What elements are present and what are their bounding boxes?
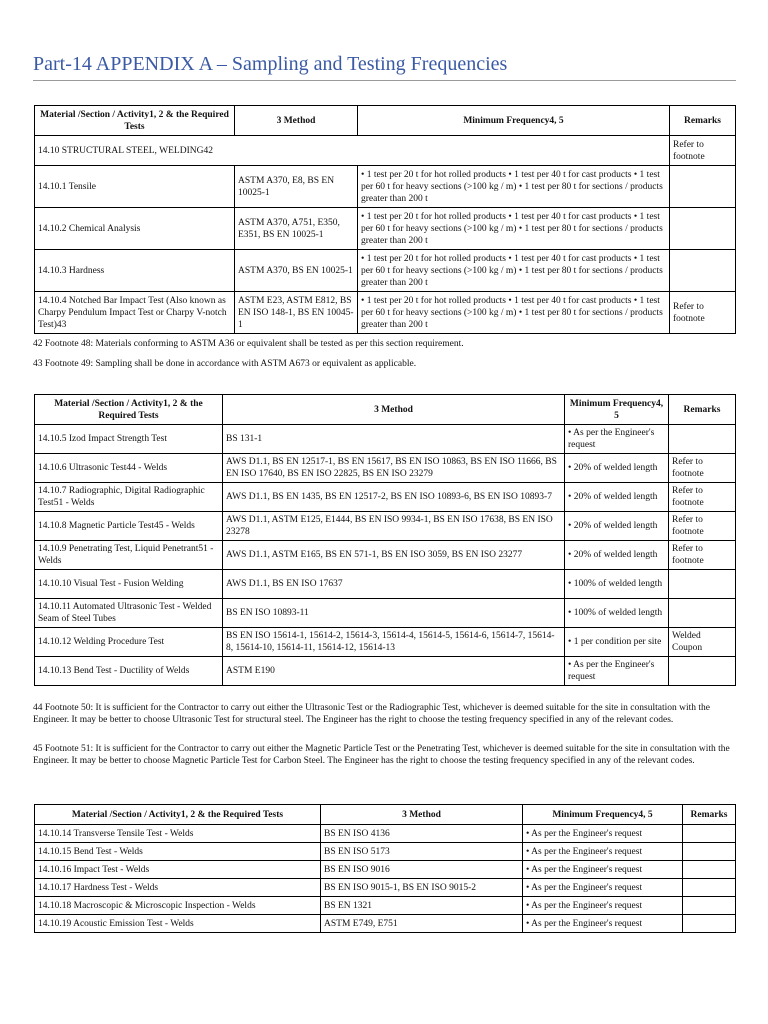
- cell-activity: 14.10.13 Bend Test - Ductility of Welds: [35, 657, 223, 686]
- table-row: [35, 599, 736, 628]
- cell-activity: 14.10.4 Notched Bar Impact Test (Also known as Charpy Pendulum Impact Test or Charpy V-notch Test)43: [35, 292, 235, 334]
- cell-frequency: • 20% of welded length: [565, 454, 669, 483]
- cell-remarks: [669, 657, 736, 686]
- cell-activity: 14.10.14 Transverse Tensile Test - Welds: [35, 825, 321, 843]
- cell-activity: 14.10.19 Acoustic Emission Test - Welds: [35, 915, 321, 933]
- cell-activity: 14.10.9 Penetrating Test, Liquid Penetrant51 - Welds: [35, 541, 223, 570]
- table-row: [35, 512, 736, 541]
- footnote-44: 44 Footnote 50: It is sufficient for the Contractor to carry out either the Ultrasonic Test or the Radiographic Test, whichever is deemed suitable for the site in consultation with the Engineer. It may be better to choose Ultrasonic Test for structural steel. The Engineer has the right to choose the testing frequency specified in any of the relevant codes.: [33, 703, 710, 725]
- cell-method: ASTM E23, ASTM E812, BS EN ISO 148-1, BS EN 10045-1: [235, 292, 358, 334]
- table-header-row: [35, 805, 736, 825]
- table-row: [35, 454, 736, 483]
- table-header-row: [35, 395, 736, 425]
- table-weld-testing: [34, 394, 736, 686]
- cell-remarks: Refer to footnote: [669, 454, 736, 483]
- cell-frequency: • 100% of welded length: [565, 599, 669, 628]
- table-row: [35, 657, 736, 686]
- header-frequency: Minimum Frequency4, 5: [565, 395, 669, 425]
- table-row: [35, 292, 736, 334]
- cell-frequency: • 1 test per 20 t for hot rolled products • 1 test per 40 t for cast products • 1 test per 60 t for heavy sections (>100 kg / m) • 1 test per 80 t for sections / products greater than 200 t: [358, 292, 670, 334]
- cell-remarks: [683, 825, 736, 843]
- cell-remarks: [669, 570, 736, 599]
- cell-frequency: • 20% of welded length: [565, 512, 669, 541]
- table-header-row: [35, 106, 736, 136]
- cell-method: AWS D1.1, BS EN 1435, BS EN 12517-2, BS EN ISO 10893-6, BS EN ISO 10893-7: [223, 483, 565, 512]
- cell-method: BS EN ISO 5173: [321, 843, 523, 861]
- cell-frequency: • 20% of welded length: [565, 541, 669, 570]
- cell-method: AWS D1.1, BS EN ISO 17637: [223, 570, 565, 599]
- cell-activity: 14.10.16 Impact Test - Welds: [35, 861, 321, 879]
- cell-activity: 14.10.2 Chemical Analysis: [35, 208, 235, 250]
- cell-method: BS EN ISO 4136: [321, 825, 523, 843]
- cell-remarks: [670, 250, 736, 292]
- cell-frequency: • As per the Engineer's request: [523, 897, 683, 915]
- cell-remarks: Welded Coupon: [669, 628, 736, 657]
- cell-activity: 14.10.18 Macroscopic & Microscopic Inspection - Welds: [35, 897, 321, 915]
- cell-remarks: Refer to footnote: [669, 483, 736, 512]
- title-divider: [33, 80, 736, 81]
- cell-frequency: • 1 test per 20 t for hot rolled products • 1 test per 40 t for cast products • 1 test per 60 t for heavy sections (>100 kg / m) • 1 test per 80 t for sections / products greater than 200 t: [358, 166, 670, 208]
- section-remarks: Refer to footnote: [670, 136, 736, 166]
- header-method: 3 Method: [235, 106, 358, 136]
- cell-activity: 14.10.5 Izod Impact Strength Test: [35, 425, 223, 454]
- cell-frequency: • 20% of welded length: [565, 483, 669, 512]
- header-remarks: Remarks: [683, 805, 736, 825]
- cell-activity: 14.10.3 Hardness: [35, 250, 235, 292]
- header-remarks: Remarks: [669, 395, 736, 425]
- cell-activity: 14.10.12 Welding Procedure Test: [35, 628, 223, 657]
- cell-remarks: [683, 879, 736, 897]
- section-row: [35, 136, 736, 166]
- table-row: [35, 915, 736, 933]
- cell-method: BS EN 1321: [321, 897, 523, 915]
- cell-activity: 14.10.15 Bend Test - Welds: [35, 843, 321, 861]
- cell-frequency: • As per the Engineer's request: [523, 915, 683, 933]
- header-frequency: Minimum Frequency4, 5: [358, 106, 670, 136]
- cell-remarks: [683, 915, 736, 933]
- cell-activity: 14.10.10 Visual Test - Fusion Welding: [35, 570, 223, 599]
- cell-frequency: • As per the Engineer's request: [523, 861, 683, 879]
- cell-remarks: [670, 166, 736, 208]
- header-remarks: Remarks: [670, 106, 736, 136]
- cell-method: BS EN ISO 9015-1, BS EN ISO 9015-2: [321, 879, 523, 897]
- cell-activity: 14.10.7 Radiographic, Digital Radiographic Test51 - Welds: [35, 483, 223, 512]
- cell-method: BS EN ISO 15614-1, 15614-2, 15614-3, 15614-4, 15614-5, 15614-6, 15614-7, 15614-8, 15614-10, 15614-11, 15614-12, 15614-13: [223, 628, 565, 657]
- cell-remarks: Refer to footnote: [670, 292, 736, 334]
- table-row: [35, 483, 736, 512]
- cell-activity: 14.10.11 Automated Ultrasonic Test - Welded Seam of Steel Tubes: [35, 599, 223, 628]
- table-row: [35, 843, 736, 861]
- table-row: [35, 861, 736, 879]
- table-row: [35, 208, 736, 250]
- table-row: [35, 425, 736, 454]
- table-row: [35, 570, 736, 599]
- footnote-43: 43 Footnote 49: Sampling shall be done in accordance with ASTM A673 or equivalent as applicable.: [33, 359, 417, 369]
- cell-frequency: • 100% of welded length: [565, 570, 669, 599]
- cell-frequency: • 1 test per 20 t for hot rolled products • 1 test per 40 t for cast products • 1 test per 60 t for heavy sections (>100 kg / m) • 1 test per 80 t for sections / products greater than 200 t: [358, 208, 670, 250]
- table-weld-inspection: [34, 804, 736, 933]
- table-row: [35, 825, 736, 843]
- cell-remarks: Refer to footnote: [669, 512, 736, 541]
- cell-frequency: • As per the Engineer's request: [523, 825, 683, 843]
- cell-method: ASTM E749, E751: [321, 915, 523, 933]
- header-frequency: Minimum Frequency4, 5: [523, 805, 683, 825]
- cell-method: AWS D1.1, ASTM E165, BS EN 571-1, BS EN ISO 3059, BS EN ISO 23277: [223, 541, 565, 570]
- table-row: [35, 250, 736, 292]
- table-row: [35, 897, 736, 915]
- header-activity: Material /Section / Activity1, 2 & the Required Tests: [35, 395, 223, 425]
- cell-method: BS EN ISO 9016: [321, 861, 523, 879]
- header-activity: Material /Section / Activity1, 2 & the Required Tests: [35, 106, 235, 136]
- cell-activity: 14.10.6 Ultrasonic Test44 - Welds: [35, 454, 223, 483]
- cell-method: AWS D1.1, BS EN 12517-1, BS EN 15617, BS EN ISO 10863, BS EN ISO 11666, BS EN ISO 17640, BS EN ISO 22825, BS EN ISO 23279: [223, 454, 565, 483]
- cell-activity: 14.10.1 Tensile: [35, 166, 235, 208]
- cell-remarks: [683, 861, 736, 879]
- cell-frequency: • 1 test per 20 t for hot rolled products • 1 test per 40 t for cast products • 1 test per 60 t for heavy sections (>100 kg / m) • 1 test per 80 t for sections / products greater than 200 t: [358, 250, 670, 292]
- cell-method: BS 131-1: [223, 425, 565, 454]
- header-method: 3 Method: [321, 805, 523, 825]
- footnote-45: 45 Footnote 51: It is sufficient for the Contractor to carry out either the Magnetic Particle Test or the Penetrating Test, whichever is deemed suitable for the site in consultation with the Engineer. It may be better to choose Magnetic Particle Test for Carbon Steel. The Engineer has the right to choose the testing frequency specified in any of the relevant codes.: [33, 744, 730, 766]
- table-row: [35, 541, 736, 570]
- cell-frequency: • As per the Engineer's request: [565, 657, 669, 686]
- table-row: [35, 628, 736, 657]
- cell-remarks: [683, 897, 736, 915]
- header-method: 3 Method: [223, 395, 565, 425]
- cell-frequency: • As per the Engineer's request: [565, 425, 669, 454]
- table-row: [35, 166, 736, 208]
- cell-remarks: [669, 599, 736, 628]
- header-activity: Material /Section / Activity1, 2 & the Required Tests: [35, 805, 321, 825]
- cell-remarks: [683, 843, 736, 861]
- cell-remarks: [670, 208, 736, 250]
- footnote-42: 42 Footnote 48: Materials conforming to ASTM A36 or equivalent shall be tested as per this section requirement.: [33, 339, 464, 349]
- cell-method: ASTM A370, BS EN 10025-1: [235, 250, 358, 292]
- page-title: Part-14 APPENDIX A – Sampling and Testing Frequencies: [33, 53, 508, 75]
- cell-frequency: • 1 per condition per site: [565, 628, 669, 657]
- cell-method: ASTM A370, E8, BS EN 10025-1: [235, 166, 358, 208]
- table-structural-steel: [34, 105, 736, 334]
- cell-activity: 14.10.17 Hardness Test - Welds: [35, 879, 321, 897]
- cell-method: AWS D1.1, ASTM E125, E1444, BS EN ISO 9934-1, BS EN ISO 17638, BS EN ISO 23278: [223, 512, 565, 541]
- section-label: 14.10 STRUCTURAL STEEL, WELDING42: [35, 136, 670, 166]
- cell-remarks: [669, 425, 736, 454]
- table-row: [35, 879, 736, 897]
- cell-method: ASTM E190: [223, 657, 565, 686]
- cell-activity: 14.10.8 Magnetic Particle Test45 - Welds: [35, 512, 223, 541]
- cell-remarks: Refer to footnote: [669, 541, 736, 570]
- cell-method: BS EN ISO 10893-11: [223, 599, 565, 628]
- cell-method: ASTM A370, A751, E350, E351, BS EN 10025-1: [235, 208, 358, 250]
- cell-frequency: • As per the Engineer's request: [523, 843, 683, 861]
- cell-frequency: • As per the Engineer's request: [523, 879, 683, 897]
